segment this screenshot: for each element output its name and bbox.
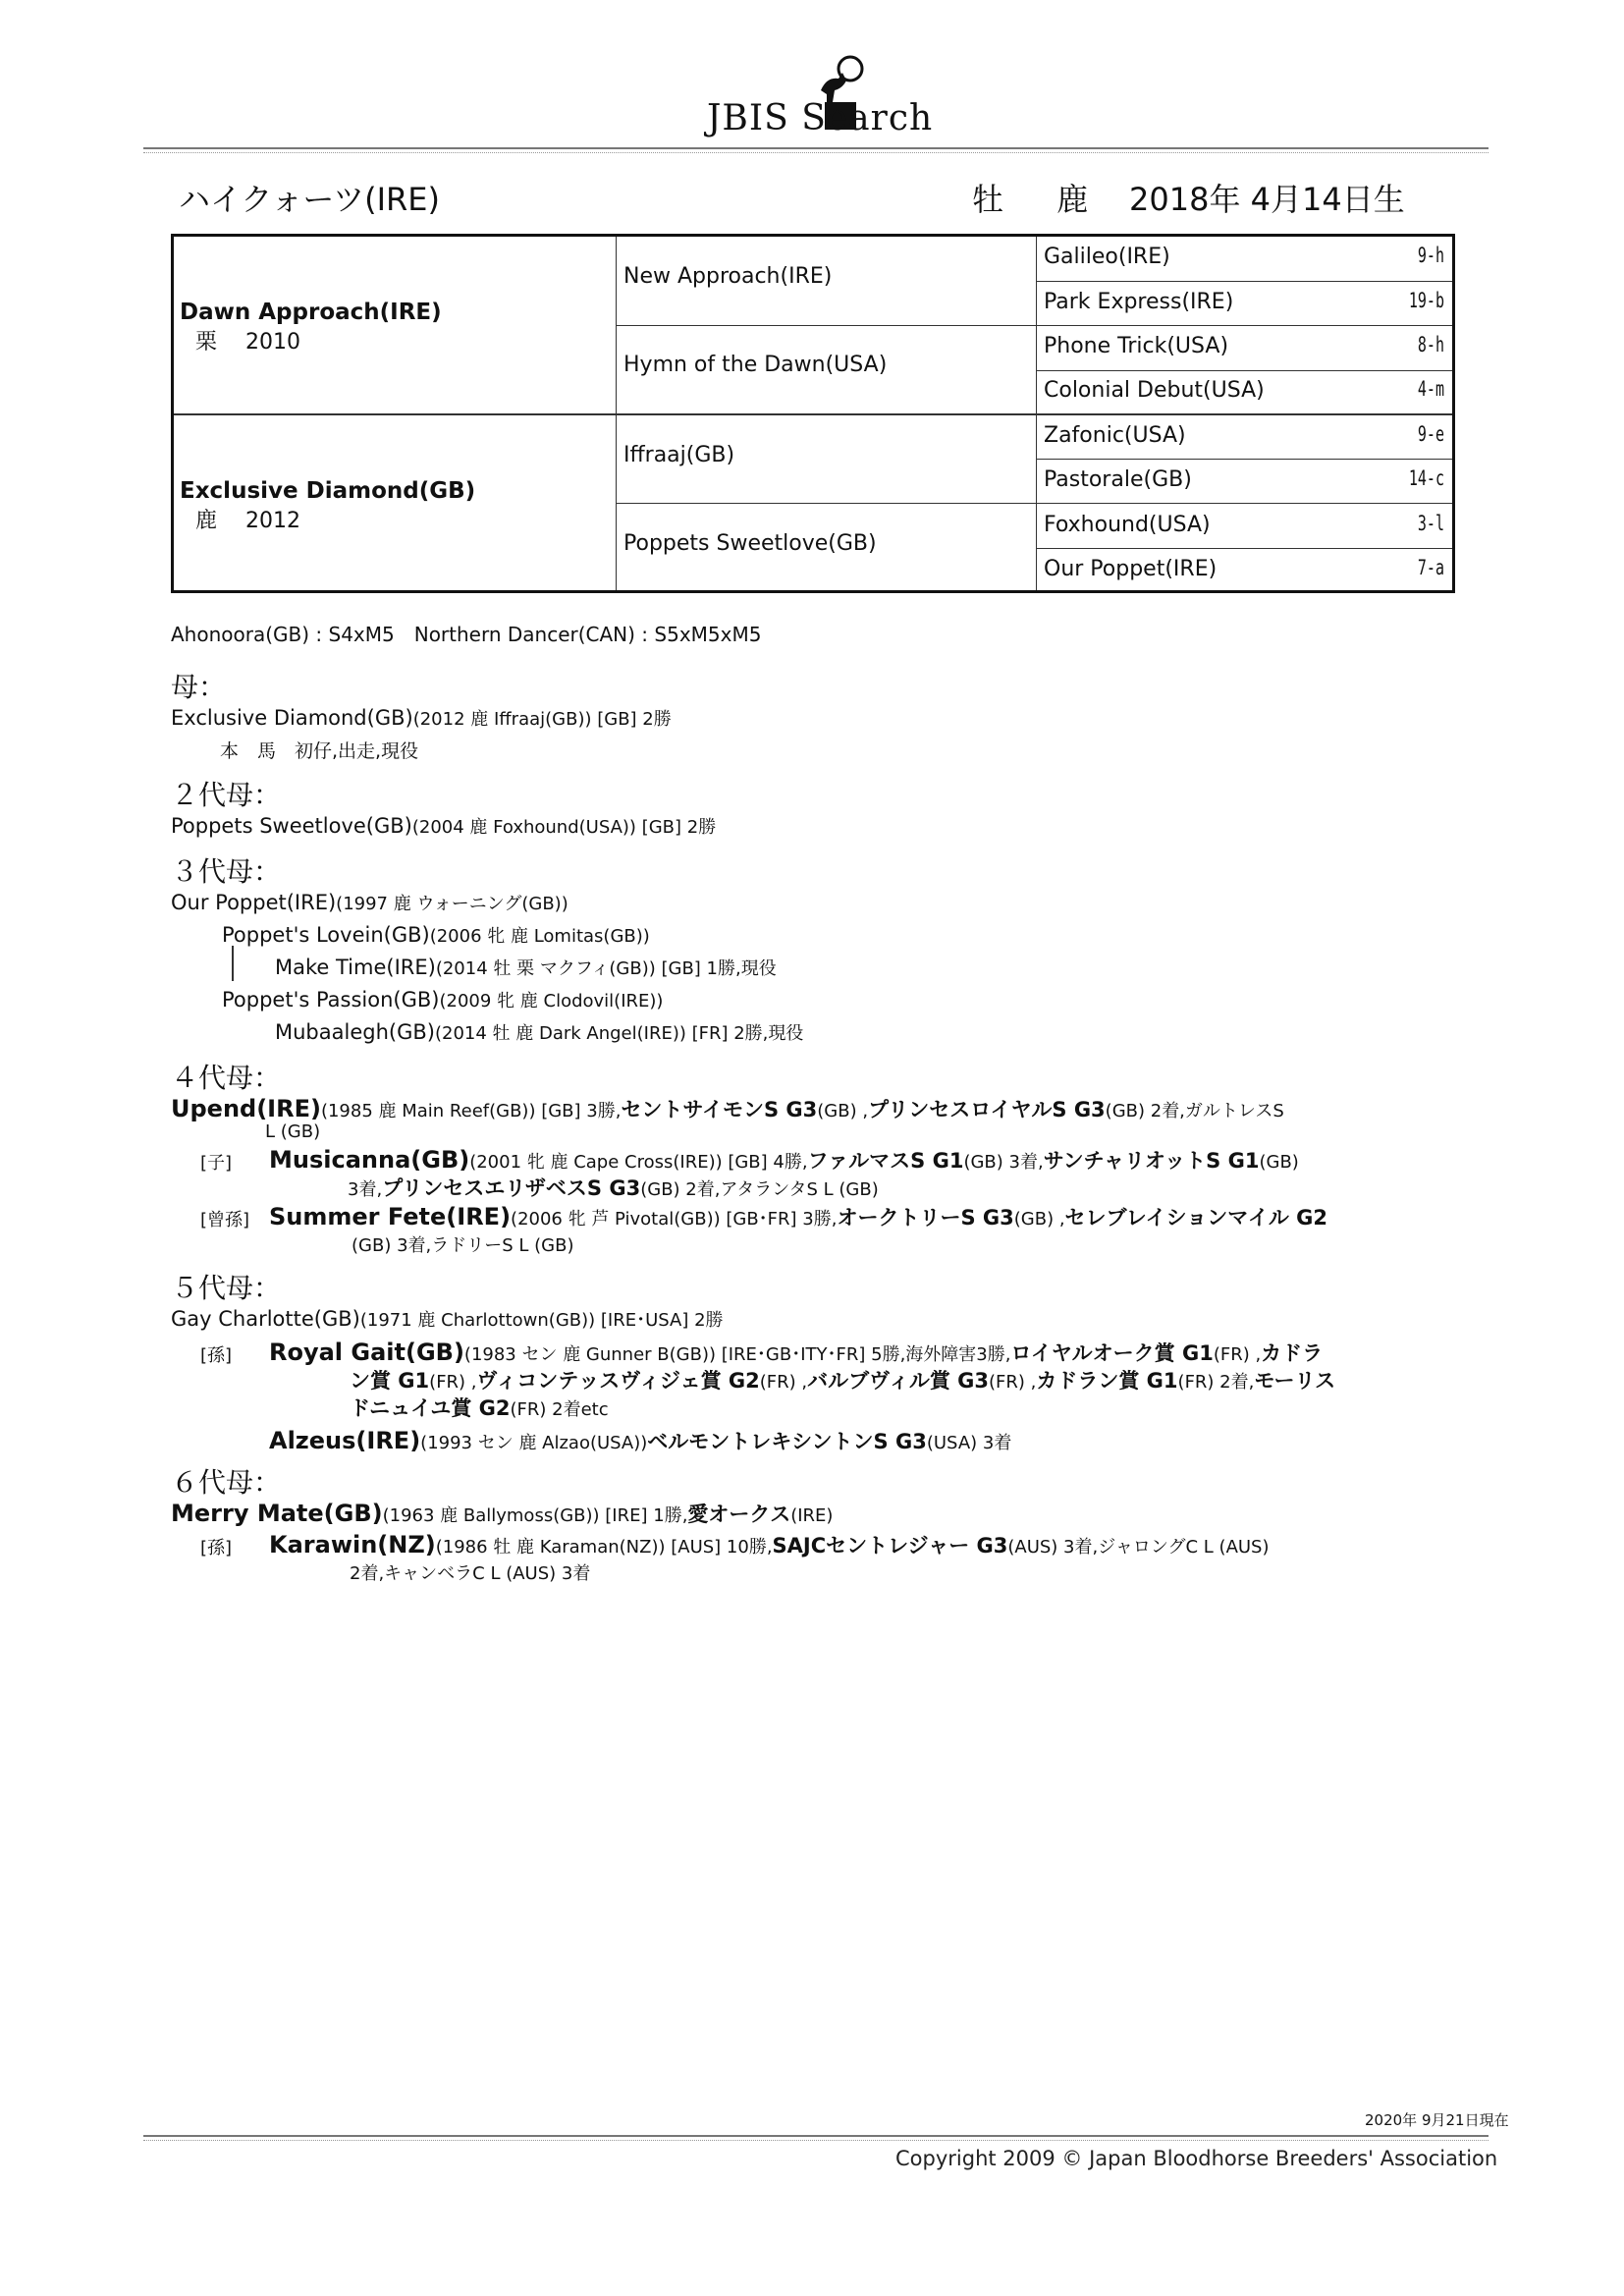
family-line: 本 馬 初仔,出走,現役 [220,740,419,762]
gen3-name: Pastorale(GB) [1044,467,1192,492]
horse-detail: (AUS) 3着,ジャロングC L (AUS) [1007,1537,1270,1558]
horse-detail: (2009 牝 鹿 Clodovil(IRE)) [439,991,664,1011]
horse-detail: 3着, [348,1179,383,1200]
sire-name: Dawn Approach(IRE) [180,300,442,325]
horse-detail: (FR) , [759,1372,808,1393]
gen3-name: Our Poppet(IRE) [1044,557,1218,581]
race-name: ロイヤルオーク賞 G1 [1010,1341,1214,1365]
family-line [200,1206,249,1231]
horse-detail: (2001 牝 鹿 Cape Cross(IRE)) [GB] 4勝, [469,1152,808,1173]
horse-name: Make Time(IRE) [275,956,436,979]
family-line [200,1149,232,1175]
horse-detail: (GB) 3着, [963,1152,1044,1173]
horse-detail: (2004 鹿 Foxhound(USA)) [GB] 2勝 [411,817,717,838]
race-name: ン賞 G1 [350,1369,430,1393]
as-of-date: 2020年 9月21日現在 [1365,2111,1509,2129]
horse-detail: (1963 鹿 Ballymoss(GB)) [IRE] 1勝, [382,1505,688,1526]
relation-tag: [曾孫] [200,1210,250,1230]
family-code: 8-h [1417,332,1444,357]
gen3-name: Galileo(IRE) [1044,245,1170,269]
gen3-name: Zafonic(USA) [1044,423,1186,448]
family-line [200,1341,232,1367]
section-heading: ５代母： [171,1272,282,1304]
ped-divider [616,325,1452,326]
horse-name: Royal Gait(GB) [269,1339,464,1366]
race-name: セレブレイションマイル G2 [1064,1206,1327,1230]
horse-name: Exclusive Diamond(GB) [171,706,413,730]
family-code: 9-e [1417,421,1444,447]
horse-name: Our Poppet(IRE) [171,891,337,914]
ped-divider [1036,459,1452,460]
horse-detail: (1971 鹿 Charlottown(GB)) [IRE･USA] 2勝 [359,1310,724,1331]
family-line [222,987,663,1012]
footer-rule [143,2135,1489,2137]
horse-detail: (GB) 2着,アタランタS L (GB) [640,1179,879,1200]
family-line [171,705,672,731]
race-name: バルブヴィル賞 G3 [807,1369,990,1393]
family-line: (GB) 3着,ラドリーS L (GB) [352,1235,574,1256]
race-name: カドラン賞 G1 [1036,1369,1178,1393]
race-name: SAJCセントレジャー G3 [772,1534,1008,1558]
header-rule [143,147,1489,149]
race-name: ヴィコンテッスヴィジェ賞 G2 [476,1369,760,1393]
horse-detail: (IRE) [790,1505,834,1526]
race-name: 愛オークス [687,1503,791,1526]
family-line [269,1530,1270,1559]
family-line [350,1365,1335,1394]
family-code: 19-b [1408,288,1444,313]
race-name: カドラ [1261,1341,1324,1365]
ped-divider [616,503,1452,504]
horse-detail: (GB) 2着,ガルトレスS [1105,1101,1284,1121]
family-line [171,890,568,915]
gen2-name: Poppets Sweetlove(GB) [623,531,877,556]
family-line [269,1202,1327,1231]
race-name: セントサイモンS G3 [621,1098,818,1121]
horse-detail: (1997 鹿 ウォーニング(GB)) [336,894,568,914]
horse-detail: (2014 牡 栗 マクフィ(GB)) [GB] 1勝,現役 [435,958,777,979]
title-row [179,175,1455,224]
relation-tag: [孫] [200,1538,233,1558]
family-line [348,1173,879,1202]
horse-detail: (FR) 2着etc [510,1399,609,1420]
horse-detail: (FR) , [1213,1344,1262,1365]
family-line [200,1534,232,1559]
race-name: サンチャリオットS G1 [1043,1149,1260,1173]
family-line [275,955,777,980]
horse-detail: (2014 牡 鹿 Dark Angel(IRE)) [FR] 2勝,現役 [434,1023,804,1044]
sex-color: 牡 鹿 [972,181,1110,218]
header-rule-dotted [143,152,1489,153]
race-name: ドニュイユ賞 G2 [350,1396,511,1420]
race-name: ファルマスS G1 [807,1149,964,1173]
copyright: Copyright 2009 © Japan Bloodhorse Breeders' Association [895,2147,1498,2170]
footer-rule-dotted [143,2140,1489,2141]
horse-detail: (1985 鹿 Main Reef(GB)) [GB] 3勝, [320,1101,622,1121]
family-code: 9-h [1417,243,1444,268]
horse-name: Mubaalegh(GB) [275,1020,435,1044]
tree-connector [232,946,234,981]
ped-divider [1036,370,1452,371]
horse-name: Alzeus(IRE) [269,1427,421,1454]
family-line: L (GB) [265,1121,321,1142]
gen3-name: Colonial Debut(USA) [1044,378,1265,403]
horse-name: Upend(IRE) [171,1095,321,1122]
horse-name: Poppet's Lovein(GB) [222,923,430,947]
horse-name: Poppet's Passion(GB) [222,988,440,1011]
family-line: 2着,キャンベラC L (AUS) 3着 [350,1563,591,1584]
family-line [171,1499,833,1528]
birth-date: 2018年 4月14日生 [1129,181,1405,218]
horse-detail: (FR) 2着, [1177,1372,1255,1393]
family-line [275,1019,803,1045]
race-name: プリンセスロイヤルS G3 [868,1098,1106,1121]
gen2-name: New Approach(IRE) [623,264,833,289]
section-heading: 母： [171,671,227,703]
family-line [171,1306,724,1332]
relation-tag: [孫] [200,1345,233,1366]
horse-name: Gay Charlotte(GB) [171,1307,360,1331]
section-heading: ６代母： [171,1466,282,1499]
ped-divider [1036,548,1452,549]
family-code: 14-c [1408,465,1444,491]
pedigree-table [171,234,1455,593]
horse-detail: (USA) 3着 [926,1433,1012,1453]
horse-name: Poppets Sweetlove(GB) [171,814,412,838]
gen2-name: Hymn of the Dawn(USA) [623,353,888,377]
horse-name: Karawin(NZ) [269,1531,436,1558]
family-line [269,1426,1011,1455]
family-line [171,1094,1284,1123]
horse-detail: (1983 セン 鹿 Gunner B(GB)) [IRE･GB･ITY･FR] 5勝,海外障害3勝, [463,1344,1011,1365]
horse-detail: (GB) , [1013,1209,1065,1230]
dam-name: Exclusive Diamond(GB) [180,478,476,504]
gen3-name: Phone Trick(USA) [1044,334,1229,358]
horse-name: Musicanna(GB) [269,1146,470,1174]
family-line [350,1393,609,1422]
race-name: ベルモントレキシントンS G3 [647,1430,927,1453]
ped-divider [174,413,1452,415]
sire-info: 栗 2010 [195,330,300,355]
horse-detail: (GB) [1259,1152,1299,1173]
horse-name: Summer Fete(IRE) [269,1203,512,1230]
jbis-search-logo [707,51,943,149]
horse-detail: (GB) , [817,1101,869,1121]
family-line [222,922,650,948]
race-name: プリンセスエリザベスS G3 [382,1176,641,1200]
relation-tag: [子] [200,1153,233,1174]
gen3-name: Foxhound(USA) [1044,513,1211,537]
family-code: 7-a [1417,555,1444,580]
family-line [269,1338,1323,1367]
race-name: オークトリーS G3 [837,1206,1014,1230]
inbreeding-line: Ahonoora(GB) : S4xM5 Northern Dancer(CAN) : S5xM5xM5 [171,623,762,646]
section-heading: ３代母： [171,855,282,888]
family-code: 3-l [1417,511,1444,536]
horse-name: ハイクォーツ(IRE) [179,181,440,218]
race-name: モーリス [1254,1369,1336,1393]
gen3-name: Park Express(IRE) [1044,290,1234,314]
dam-info: 鹿 2012 [195,509,300,533]
family-line [171,813,716,839]
horse-detail: (FR) , [989,1372,1037,1393]
horse-detail: (2012 鹿 Iffraaj(GB)) [GB] 2勝 [412,709,672,730]
horse-detail: (2006 牝 鹿 Lomitas(GB)) [429,926,650,947]
ped-divider [1036,281,1452,282]
section-heading: ４代母： [171,1062,282,1094]
section-heading: ２代母： [171,779,282,811]
horse-name: Merry Mate(GB) [171,1500,383,1527]
horse-detail: (2006 牝 芦 Pivotal(GB)) [GB･FR] 3勝, [511,1209,838,1230]
logo-text: JBIS Search [707,98,934,138]
horse-detail: (1986 牡 鹿 Karaman(NZ)) [AUS] 10勝, [435,1537,773,1558]
horse-detail: (1993 セン 鹿 Alzao(USA)) [420,1433,648,1453]
gen2-name: Iffraaj(GB) [623,443,735,467]
family-code: 4-m [1417,376,1444,402]
family-line [269,1145,1299,1175]
horse-detail: (FR) , [429,1372,477,1393]
